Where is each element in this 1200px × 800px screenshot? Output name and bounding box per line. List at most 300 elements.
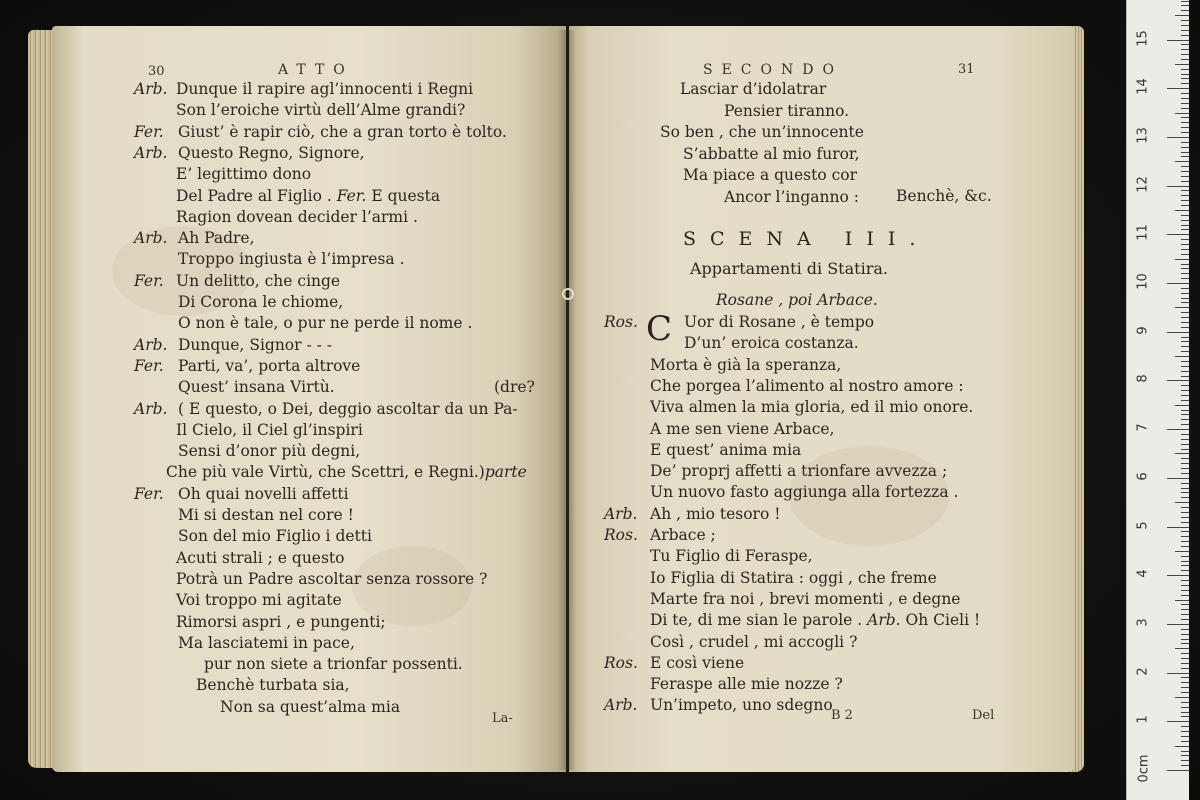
stage-direction: parte [484, 463, 527, 482]
text-line [204, 654, 463, 674]
ruler-label: 1 [1135, 715, 1151, 724]
ruler-tick [1181, 288, 1189, 289]
scene-heading: SCENA III. [683, 228, 930, 250]
ruler-tick [1175, 405, 1189, 406]
ruler-tick [1181, 497, 1189, 498]
drop-cap: C [646, 309, 673, 349]
line-text: Benchè turbata sia, [196, 676, 350, 695]
ruler-tick [1181, 385, 1189, 386]
ruler-tick [1181, 682, 1189, 683]
speaker-label: Arb. [134, 335, 168, 354]
ruler-tick [1181, 634, 1189, 635]
ruler-label: 15 [1135, 29, 1151, 47]
ruler-tick [1181, 254, 1189, 255]
line-text-rest: Oh Cieli ! [905, 611, 981, 630]
text-line [650, 568, 937, 588]
ruler-tick [1181, 614, 1189, 615]
ruler-tick [1181, 390, 1189, 391]
ruler-tick [1181, 414, 1189, 415]
line-text-rest: E questa [371, 186, 441, 205]
ruler-tick [1181, 716, 1189, 717]
text-line [176, 420, 363, 440]
ruler-tick [1175, 15, 1189, 16]
ruler-tick [1181, 376, 1189, 377]
ruler-label: 3 [1135, 618, 1151, 627]
ruler-tick [1181, 707, 1189, 708]
inline-speaker-label: Arb. [867, 611, 901, 630]
ruler-tick [1181, 410, 1189, 411]
ruler-tick [1181, 736, 1189, 737]
ruler-tick [1181, 244, 1189, 245]
ruler-tick [1181, 541, 1189, 542]
ruler-tick [1181, 83, 1189, 84]
text-line [178, 249, 405, 269]
ruler-tick [1181, 595, 1189, 596]
text-line [176, 612, 386, 632]
ruler-tick [1181, 609, 1189, 610]
ruler-tick [1181, 44, 1189, 45]
line-text: Tu Figlio di Feraspe, [650, 547, 813, 566]
line-text: Dunque il rapire agl’innocenti i Regni [176, 80, 474, 98]
ruler-tick [1181, 69, 1189, 70]
line-text: Parti, va’, porta altrove [178, 356, 361, 375]
ruler-tick [1181, 468, 1189, 469]
measuring-ruler [1126, 0, 1189, 800]
line-text: Del Padre al Figlio . [176, 186, 332, 205]
ruler-tick [1175, 161, 1189, 162]
line-text: Un nuovo fasto aggiunga alla fortezza . [650, 483, 959, 502]
text-line [650, 695, 833, 715]
speaker-label: Ros. [604, 313, 638, 331]
text-line [176, 569, 487, 589]
text-line [650, 589, 960, 609]
ruler-tick [1181, 556, 1189, 557]
ruler-tick [1181, 712, 1189, 713]
ruler-tick [1181, 293, 1189, 294]
text-line [650, 632, 857, 652]
left-page-number: 30 [148, 64, 165, 79]
ruler-tick [1181, 507, 1189, 508]
right-page-number: 31 [958, 62, 975, 77]
ruler-tick [1181, 317, 1189, 318]
line-text: Giust’ è rapir ciò, che a gran torto è tolto. [178, 122, 507, 141]
line-text: Potrà un Padre ascoltar senza rossore ? [176, 569, 488, 588]
aria-line: So ben , che un’innocente [660, 123, 864, 141]
ruler-tick [1181, 517, 1189, 518]
ruler-tick [1181, 702, 1189, 703]
text-line [178, 505, 354, 525]
scene-characters: Rosane , poi Arbace. [716, 291, 878, 309]
text-line [220, 697, 400, 717]
text-line [650, 355, 841, 375]
speaker-label: Fer. [134, 484, 164, 503]
ruler-tick [1175, 64, 1189, 65]
ruler-tick [1181, 264, 1189, 265]
speaker-label: Arb. [134, 80, 168, 98]
speaker-label: Ros. [604, 526, 638, 544]
ruler-tick [1181, 371, 1189, 372]
ruler-tick [1175, 453, 1189, 454]
ruler-tick [1181, 751, 1189, 752]
ruler-tick [1181, 570, 1189, 571]
ruler-tick [1181, 522, 1189, 523]
ruler-label: 0cm [1136, 754, 1152, 783]
text-line [650, 461, 947, 481]
ruler-tick [1175, 356, 1189, 357]
ruler-tick [1181, 449, 1189, 450]
line-text: Morta è già la speranza, [650, 355, 842, 374]
ruler-tick [1181, 351, 1189, 352]
ruler-tick [1175, 600, 1189, 601]
ruler-tick [1167, 234, 1189, 235]
ruler-tick [1181, 156, 1189, 157]
ruler-tick [1181, 147, 1189, 148]
left-catchword: La- [492, 711, 513, 726]
text-line [176, 79, 473, 99]
ruler-tick [1181, 322, 1189, 323]
text-line [178, 335, 332, 355]
speaker-label: Arb. [134, 229, 168, 248]
ruler-tick [1181, 298, 1189, 299]
ruler-tick [1181, 166, 1189, 167]
ruler-tick [1167, 380, 1189, 381]
line-text: Son del mio Figlio i detti [178, 527, 372, 546]
ruler-tick [1181, 366, 1189, 367]
line-text: Che più vale Virtù, che Scettri, e Regni.) [166, 463, 485, 482]
line-text: Un delitto, che cinge [176, 271, 341, 290]
text-line [176, 271, 340, 291]
text-line [650, 397, 973, 417]
ruler-tick [1181, 25, 1189, 26]
speaker-label: Arb. [604, 696, 638, 715]
ruler-tick [1175, 648, 1189, 649]
text-line [178, 633, 355, 653]
line-text: Feraspe alle mie nozze ? [650, 675, 843, 694]
ruler-label: 11 [1135, 224, 1151, 242]
line-text: Sensi d’onor più degni, [178, 442, 361, 461]
ruler-tick [1181, 59, 1189, 60]
ruler-tick [1181, 74, 1189, 75]
ruler-tick [1167, 40, 1189, 41]
line-text: E così viene [650, 653, 745, 672]
ruler-tick [1175, 697, 1189, 698]
ruler-tick [1181, 536, 1189, 537]
ruler-tick [1181, 492, 1189, 493]
line-text: Mi si destan nel core ! [178, 506, 354, 524]
left-running-head: ATTO [278, 62, 354, 78]
text-line [178, 292, 343, 312]
speaker-label: Fer. [134, 356, 164, 375]
text-line [178, 143, 365, 163]
ruler-tick [1181, 658, 1189, 659]
aria-line: Ancor l’inganno : [724, 187, 859, 206]
ruler-tick [1181, 49, 1189, 50]
text-line [176, 186, 440, 206]
line-text: Un’impeto, uno sdegno [650, 696, 833, 715]
ruler-tick [1181, 93, 1189, 94]
ruler-tick [1181, 604, 1189, 605]
ruler-label: 13 [1135, 127, 1151, 144]
ruler-tick [1167, 283, 1189, 284]
ruler-tick [1181, 278, 1189, 279]
line-text: Di te, di me sian le parole . [650, 611, 863, 630]
text-line [650, 440, 801, 460]
right-catchword: Del [972, 708, 995, 723]
ruler-tick [1181, 103, 1189, 104]
line-text: Dunque, Signor - - - [178, 335, 333, 354]
line-text: Ma lasciatemi in pace, [178, 633, 355, 652]
line-text: Voi troppo mi agitate [176, 591, 342, 610]
ruler-tick [1181, 273, 1189, 274]
line-text: E’ legittimo dono [176, 165, 312, 184]
line-text: ( E questo, o Dei, deggio ascoltar da un Pa- [178, 399, 518, 418]
ruler-tick [1181, 171, 1189, 172]
ruler-tick [1181, 239, 1189, 240]
text-line [650, 419, 834, 439]
ruler-tick [1181, 302, 1189, 303]
line-text: Son l’eroiche virtù dell’Alme grandi? [176, 101, 466, 120]
ruler-tick [1181, 122, 1189, 123]
ruler-label: 9 [1135, 326, 1151, 335]
right-running-head: SECONDO [703, 62, 843, 78]
ruler-tick [1181, 663, 1189, 664]
line-text: Il Cielo, il Ciel gl’inspiri [176, 420, 363, 439]
ruler-tick [1181, 726, 1189, 727]
ruler-tick [1167, 673, 1189, 674]
ruler-tick [1167, 527, 1189, 528]
ruler-tick [1181, 117, 1189, 118]
line-text: Quest’ insana Virtù. [178, 378, 335, 397]
speaker-label: Fer. [134, 271, 164, 290]
ruler-label: 4 [1135, 569, 1151, 578]
ruler-tick [1167, 770, 1189, 771]
line-text: Marte fra noi , brevi momenti , e degne [650, 589, 961, 608]
ruler-tick [1181, 195, 1189, 196]
text-line [650, 376, 964, 396]
ruler-label: 6 [1135, 472, 1151, 481]
ruler-tick [1181, 127, 1189, 128]
ruler-tick [1181, 249, 1189, 250]
ruler-tick [1181, 181, 1189, 182]
ruler-tick [1181, 108, 1189, 109]
line-text: Oh quai novelli affetti [178, 484, 349, 503]
ruler-tick [1181, 215, 1189, 216]
speaker-label: Ros. [604, 653, 638, 672]
ruler-tick [1181, 220, 1189, 221]
line-text: Io Figlia di Statira : oggi , che freme [650, 568, 937, 587]
ruler-tick [1181, 229, 1189, 230]
ruler-tick [1175, 307, 1189, 308]
ruler-tick [1167, 429, 1189, 430]
text-line [650, 674, 843, 694]
ruler-label: 14 [1135, 78, 1151, 95]
line-text: Non sa quest’alma mia [220, 697, 401, 716]
ruler-tick [1181, 741, 1189, 742]
ruler-tick [1181, 765, 1189, 766]
text-line [178, 399, 518, 419]
ruler-tick [1175, 746, 1189, 747]
ruler-tick [1181, 5, 1189, 6]
line-text: De’ proprj affetti a trionfare avvezza ; [650, 462, 948, 481]
ruler-tick [1181, 561, 1189, 562]
ruler-tick [1181, 580, 1189, 581]
ruler-tick [1181, 755, 1189, 756]
line-text: Uor di Rosane , è tempo [684, 313, 875, 331]
line-text: pur non siete a trionfar possenti. [204, 655, 463, 674]
ruler-tick [1181, 20, 1189, 21]
ruler-tick [1175, 113, 1189, 114]
ruler-tick [1181, 190, 1189, 191]
ruler-tick [1181, 565, 1189, 566]
line-text: Arbace ; [650, 526, 716, 544]
speaker-label: Fer. [134, 122, 164, 141]
ruler-tick [1181, 687, 1189, 688]
ruler-tick [1167, 575, 1189, 576]
ruler-tick [1181, 463, 1189, 464]
ruler-tick [1181, 205, 1189, 206]
ruler-tick [1181, 30, 1189, 31]
ruler-tick [1181, 444, 1189, 445]
ruler-tick [1181, 546, 1189, 547]
text-line [178, 441, 360, 461]
ruler-tick [1181, 512, 1189, 513]
ruler-tick [1167, 721, 1189, 722]
ruler-tick [1167, 186, 1189, 187]
line-text: O non è tale, o pur ne perde il nome . [178, 314, 473, 333]
ruler-label: 12 [1135, 175, 1151, 193]
text-line [176, 100, 465, 120]
text-line [650, 482, 958, 502]
line-text: Di Corona le chiome, [178, 293, 344, 311]
ruler-tick [1181, 142, 1189, 143]
ruler-tick [1175, 502, 1189, 503]
ruler-tick [1181, 590, 1189, 591]
ruler-tick [1181, 668, 1189, 669]
text-line [178, 377, 335, 397]
ruler-tick [1181, 78, 1189, 79]
ruler-tick [1167, 332, 1189, 333]
ruler-tick [1181, 132, 1189, 133]
ruler-tick [1181, 629, 1189, 630]
aria-line: Pensier tiranno. [724, 101, 850, 120]
ruler-tick [1181, 653, 1189, 654]
text-line [178, 526, 372, 546]
ruler-tick [1167, 137, 1189, 138]
text-line [650, 546, 813, 566]
ruler-tick [1181, 1, 1189, 2]
ruler-tick [1181, 337, 1189, 338]
ruler-tick [1181, 268, 1189, 269]
text-line [176, 590, 342, 610]
speaker-label: Arb. [604, 504, 638, 523]
ruler-tick [1181, 54, 1189, 55]
ruler-tick [1181, 760, 1189, 761]
ruler-tick [1175, 551, 1189, 552]
signature-mark: B 2 [831, 708, 853, 723]
ruler-tick [1181, 361, 1189, 362]
ruler-tick [1181, 639, 1189, 640]
ruler-tick [1181, 677, 1189, 678]
text-line [650, 610, 980, 630]
ruler-tick [1181, 225, 1189, 226]
ruler-tick [1181, 473, 1189, 474]
book-gutter [558, 30, 576, 770]
ruler-tick [1181, 152, 1189, 153]
aria-line: Lasciar d’idolatrar [680, 80, 827, 98]
text-line [176, 548, 345, 568]
text-line [650, 653, 744, 673]
ruler-tick [1181, 200, 1189, 201]
ruler-tick [1167, 624, 1189, 625]
line-text: Ragion dovean decider l’armi . [176, 207, 418, 226]
ruler-tick [1181, 341, 1189, 342]
ruler-tick [1181, 531, 1189, 532]
ruler-tick [1181, 458, 1189, 459]
ruler-tick [1181, 619, 1189, 620]
ruler-tick [1181, 424, 1189, 425]
line-text: Così , crudel , mi accogli ? [650, 632, 858, 651]
ruler-tick [1181, 434, 1189, 435]
line-text: E quest’ anima mia [650, 440, 802, 459]
ruler-tick [1181, 692, 1189, 693]
ruler-tick [1181, 98, 1189, 99]
ruler-tick [1175, 210, 1189, 211]
text-line [178, 356, 360, 376]
line-text: D’un’ eroica costanza. [684, 334, 859, 353]
text-line [178, 484, 349, 504]
ruler-label: 8 [1135, 374, 1151, 384]
text-line [176, 207, 418, 227]
ruler-tick [1181, 483, 1189, 484]
line-text: Viva almen la mia gloria, ed il mio onore. [650, 398, 974, 417]
ruler-tick [1181, 643, 1189, 644]
line-text: Acuti strali ; e questo [176, 548, 345, 567]
ruler-tick [1181, 488, 1189, 489]
binding-thread [562, 288, 574, 300]
speaker-label: Arb. [134, 143, 168, 162]
ruler-tick [1181, 346, 1189, 347]
ruler-tick [1181, 10, 1189, 11]
ruler-tick [1181, 400, 1189, 401]
scene-setting: Appartamenti di Statira. [690, 259, 888, 278]
text-line [684, 312, 874, 332]
ruler-label: 7 [1135, 423, 1151, 432]
ruler-tick [1181, 395, 1189, 396]
ruler-tick [1181, 439, 1189, 440]
line-text: Troppo ingiusta è l’impresa . [178, 250, 405, 269]
line-text: Che porgea l’alimento al nostro amore : [650, 376, 964, 395]
ruler-tick [1175, 259, 1189, 260]
aria-end: Benchè, &c. [896, 187, 992, 205]
line-text: Ah Padre, [178, 229, 255, 248]
ruler-label: 2 [1135, 666, 1151, 676]
text-line [650, 504, 780, 524]
ruler-tick [1181, 35, 1189, 36]
aria-line: S’abbatte al mio furor, [683, 144, 860, 163]
aria-line: Ma piace a questo cor [683, 166, 858, 184]
text-line [178, 228, 255, 248]
ruler-tick [1167, 88, 1189, 89]
line-continuation: (dre? [494, 378, 535, 397]
line-text: Ah , mio tesoro ! [650, 504, 781, 523]
ruler-tick [1181, 731, 1189, 732]
ruler-tick [1181, 419, 1189, 420]
ruler-label: 5 [1135, 520, 1151, 530]
text-line [178, 313, 472, 333]
text-line [650, 525, 716, 545]
ruler-tick [1181, 312, 1189, 313]
speaker-label: Arb. [134, 399, 168, 418]
